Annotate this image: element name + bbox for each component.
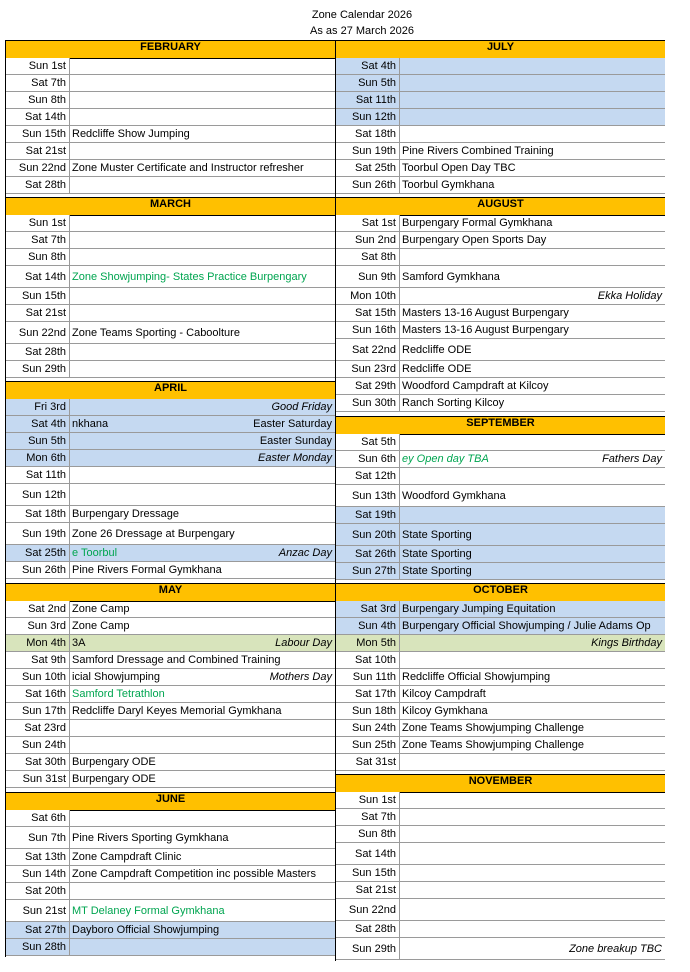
row-date: Sun 8th (6, 249, 70, 265)
row-event (402, 58, 665, 74)
calendar-row (336, 305, 665, 322)
row-event (402, 109, 665, 125)
row-event: Burpengary ODE (72, 773, 156, 785)
row-event (72, 92, 335, 108)
calendar-row (6, 92, 335, 109)
month-header-february: FEBRUARY (6, 40, 335, 59)
row-date: Sun 12th (336, 109, 400, 125)
row-date: Sun 8th (6, 92, 70, 108)
calendar-row (6, 866, 335, 883)
row-date: Sun 1st (336, 792, 400, 808)
row-event: Samford Gymkhana (402, 270, 500, 283)
row-date: Sat 17th (336, 686, 400, 702)
row-event: ey Open day TBA (402, 453, 489, 465)
row-event: Woodford Campdraft at Kilcoy (402, 380, 549, 392)
row-date: Sat 8th (336, 249, 400, 265)
row-event: 3A (72, 637, 86, 649)
row-event (72, 344, 335, 360)
row-event: Zone 26 Dressage at Burpengary (72, 527, 235, 540)
calendar-row (6, 703, 335, 720)
calendar-row (336, 395, 665, 412)
row-date: Sun 21st (6, 900, 70, 921)
row-event (402, 75, 665, 91)
row-date: Sun 19th (6, 523, 70, 544)
calendar-row (336, 288, 665, 305)
row-date: Sun 19th (336, 143, 400, 159)
row-date: Sun 16th (336, 322, 400, 338)
row-event: Masters 13-16 August Burpengary (402, 324, 569, 336)
row-event (72, 467, 335, 483)
row-event (72, 361, 335, 377)
row-date: Sat 31st (336, 754, 400, 770)
row-event (402, 249, 665, 265)
row-date: Sat 28th (336, 921, 400, 937)
calendar-column-left (5, 40, 336, 957)
calendar-row (336, 143, 665, 160)
row-event (72, 109, 335, 125)
row-event: Redcliffe Daryl Keyes Memorial Gymkhana (72, 705, 282, 717)
calendar-row (336, 938, 665, 960)
row-event: Zone Showjumping- States Practice Burpengary (72, 270, 307, 283)
calendar-row (336, 266, 665, 288)
calendar-row (336, 899, 665, 921)
row-date: Sun 11th (336, 669, 400, 685)
row-event: Zone Camp (72, 603, 130, 615)
calendar-row (6, 900, 335, 922)
row-event: e Toorbul (72, 547, 118, 559)
row-date: Sun 6th (336, 451, 400, 467)
row-date: Sat 14th (336, 843, 400, 864)
row-date: Sat 18th (6, 506, 70, 522)
row-event (402, 507, 665, 523)
month-header-september: SEPTEMBER (336, 416, 665, 435)
calendar-row (336, 652, 665, 669)
row-date: Sun 25th (336, 737, 400, 753)
row-date: Sun 26th (6, 562, 70, 578)
row-date: Sat 21st (6, 143, 70, 159)
row-event: Zone Teams Sporting - Caboolture (72, 326, 240, 339)
row-holiday-note: Easter Saturday (253, 418, 332, 430)
month-header-march: MARCH (6, 197, 335, 216)
row-event: Redcliffe ODE (402, 343, 472, 356)
calendar-row (336, 809, 665, 826)
calendar-row (6, 109, 335, 126)
calendar-row (6, 126, 335, 143)
row-event: State Sporting (402, 528, 472, 541)
row-holiday-note: Anzac Day (278, 547, 332, 559)
row-date: Sun 8th (336, 826, 400, 842)
row-holiday-note: Labour Day (275, 637, 332, 649)
row-event: MT Delaney Formal Gymkhana (72, 904, 225, 917)
calendar-row (336, 361, 665, 378)
row-event: icial Showjumping (72, 671, 161, 683)
calendar-row (6, 344, 335, 361)
row-event (72, 810, 335, 826)
calendar-row (6, 416, 335, 433)
row-event (402, 899, 665, 920)
row-date: Sat 29th (336, 378, 400, 394)
row-date: Sun 22nd (6, 322, 70, 343)
calendar-row (336, 737, 665, 754)
calendar-row (6, 143, 335, 160)
row-date: Sat 21st (6, 305, 70, 321)
calendar-row (336, 703, 665, 720)
calendar-row (6, 249, 335, 266)
calendar-row (6, 771, 335, 788)
row-event: Burpengary Open Sports Day (402, 234, 547, 246)
row-date: Sun 28th (6, 939, 70, 955)
calendar-row (336, 720, 665, 737)
row-event (402, 843, 665, 864)
row-event (402, 754, 665, 770)
row-event: Zone Muster Certificate and Instructor refresher (72, 162, 304, 174)
row-event: Pine Rivers Combined Training (402, 145, 554, 157)
row-date: Sat 12th (336, 468, 400, 484)
row-event: Zone Camp (72, 620, 130, 632)
row-event (402, 882, 665, 898)
row-date: Sat 28th (6, 177, 70, 193)
row-date: Sun 24th (336, 720, 400, 736)
row-event: State Sporting (402, 565, 472, 577)
calendar-row (6, 601, 335, 618)
calendar-row (6, 322, 335, 344)
row-event: Burpengary Formal Gymkhana (402, 217, 553, 229)
row-event (72, 215, 335, 231)
row-date: Sun 17th (6, 703, 70, 719)
calendar-row (6, 266, 335, 288)
row-event (402, 652, 665, 668)
row-date: Sat 10th (336, 652, 400, 668)
row-date: Sat 7th (6, 75, 70, 91)
calendar-row (6, 484, 335, 506)
row-event: Toorbul Gymkhana (402, 179, 495, 191)
row-event (402, 792, 665, 808)
calendar-row (6, 305, 335, 322)
calendar-row (336, 249, 665, 266)
row-event: Masters 13-16 August Burpengary (402, 307, 569, 319)
calendar-row (336, 601, 665, 618)
row-date: Sat 25th (6, 545, 70, 561)
calendar-row (6, 232, 335, 249)
row-date: Sun 20th (336, 524, 400, 545)
calendar-row (6, 635, 335, 652)
row-event: State Sporting (402, 548, 472, 560)
row-date: Sat 14th (6, 266, 70, 287)
row-date: Mon 4th (6, 635, 70, 651)
calendar-row (336, 451, 665, 468)
calendar-row (6, 827, 335, 849)
row-event (72, 143, 335, 159)
row-date: Mon 5th (336, 635, 400, 651)
row-date: Sun 18th (336, 703, 400, 719)
row-holiday-note: Mothers Day (269, 671, 332, 683)
row-date: Fri 3rd (6, 399, 70, 415)
row-date: Sun 31st (6, 771, 70, 787)
row-date: Sat 28th (6, 344, 70, 360)
calendar-row (336, 58, 665, 75)
row-date: Sun 13th (336, 485, 400, 506)
row-event: Woodford Gymkhana (402, 489, 506, 502)
calendar-row (336, 485, 665, 507)
row-date: Sun 22nd (6, 160, 70, 176)
calendar-row (336, 215, 665, 232)
row-date: Sun 15th (336, 865, 400, 881)
row-event (402, 92, 665, 108)
row-date: Sat 15th (336, 305, 400, 321)
row-event (402, 468, 665, 484)
month-header-april: APRIL (6, 381, 335, 400)
row-date: Sat 9th (6, 652, 70, 668)
row-event: Zone Teams Showjumping Challenge (402, 722, 585, 734)
month-header-august: AUGUST (336, 197, 665, 216)
row-date: Sat 4th (6, 416, 70, 432)
row-event (72, 720, 335, 736)
row-date: Sun 5th (336, 75, 400, 91)
row-date: Sun 1st (6, 215, 70, 231)
row-event (402, 865, 665, 881)
calendar-row (6, 669, 335, 686)
row-date: Sat 7th (336, 809, 400, 825)
row-event (402, 434, 665, 450)
calendar-row (6, 177, 335, 194)
row-event: Samford Dressage and Combined Training (72, 654, 281, 666)
row-date: Sat 20th (6, 883, 70, 899)
row-date: Sat 18th (336, 126, 400, 142)
row-holiday-note: Fathers Day (602, 453, 662, 465)
calendar-row (6, 652, 335, 669)
row-event (72, 737, 335, 753)
row-event: Samford Tetrathlon (72, 688, 165, 700)
row-date: Sat 6th (6, 810, 70, 826)
month-header-june: JUNE (6, 792, 335, 811)
calendar-row (6, 361, 335, 378)
row-event: Zone Campdraft Clinic (72, 851, 182, 863)
row-date: Sat 30th (6, 754, 70, 770)
calendar-row (6, 506, 335, 523)
row-date: Mon 10th (336, 288, 400, 304)
row-date: Sun 3rd (6, 618, 70, 634)
row-event: Toorbul Open Day TBC (402, 162, 516, 174)
calendar-row (336, 618, 665, 635)
row-event: Zone Campdraft Competition inc possible Masters (72, 868, 316, 880)
calendar-row (6, 433, 335, 450)
row-date: Sat 1st (336, 215, 400, 231)
row-event (72, 58, 335, 74)
row-event (402, 809, 665, 825)
row-event (72, 75, 335, 91)
row-event: Redcliffe ODE (402, 363, 472, 375)
row-event: Burpengary Dressage (72, 508, 180, 520)
calendar-row (6, 939, 335, 956)
calendar-row (336, 524, 665, 546)
row-date: Sun 7th (6, 827, 70, 848)
calendar-row (6, 399, 335, 416)
calendar-row (336, 468, 665, 485)
row-event: Burpengary Official Showjumping / Julie Adams Op (402, 620, 651, 632)
row-date: Sat 13th (6, 849, 70, 865)
calendar-row (336, 686, 665, 703)
calendar-row (6, 720, 335, 737)
calendar-row (336, 563, 665, 580)
row-event (72, 177, 335, 193)
row-date: Sat 26th (336, 546, 400, 562)
calendar-row (336, 865, 665, 882)
row-date: Sun 29th (336, 938, 400, 959)
row-event: Ranch Sorting Kilcoy (402, 397, 505, 409)
row-event: Redcliffe Show Jumping (72, 128, 190, 140)
row-date: Mon 6th (6, 450, 70, 466)
row-date: Sun 9th (336, 266, 400, 287)
row-date: Sat 4th (336, 58, 400, 74)
row-holiday-note: Good Friday (271, 401, 332, 413)
calendar-row (6, 562, 335, 579)
month-header-october: OCTOBER (336, 583, 665, 602)
row-date: Sun 10th (6, 669, 70, 685)
row-event: Zone Teams Showjumping Challenge (402, 739, 585, 751)
row-event: Kilcoy Gymkhana (402, 705, 488, 717)
calendar-row (336, 635, 665, 652)
calendar-row (6, 737, 335, 754)
row-holiday-note: Easter Sunday (259, 435, 332, 447)
row-event: Pine Rivers Sporting Gymkhana (72, 831, 229, 844)
calendar-row (6, 75, 335, 92)
row-event (72, 232, 335, 248)
row-holiday-note: Easter Monday (258, 452, 332, 464)
month-header-november: NOVEMBER (336, 774, 665, 793)
calendar-row (336, 109, 665, 126)
calendar-row (6, 467, 335, 484)
calendar-column-right (335, 40, 665, 961)
calendar-row (336, 378, 665, 395)
calendar-row (336, 126, 665, 143)
calendar-row (6, 58, 335, 75)
row-date: Sat 25th (336, 160, 400, 176)
row-date: Sun 29th (6, 361, 70, 377)
row-event (72, 305, 335, 321)
row-date: Sat 2nd (6, 601, 70, 617)
calendar-row (336, 754, 665, 771)
calendar-row (336, 792, 665, 809)
calendar-row (336, 92, 665, 109)
row-date: Sat 27th (6, 922, 70, 938)
row-holiday-note: Ekka Holiday (597, 290, 662, 302)
row-event (402, 826, 665, 842)
row-date: Sun 12th (6, 484, 70, 505)
month-header-may: MAY (6, 583, 335, 602)
calendar-row (6, 618, 335, 635)
calendar-row (336, 434, 665, 451)
page-subtitle: As as 27 March 2026 (310, 25, 414, 37)
row-date: Sun 4th (336, 618, 400, 634)
row-event: nkhana (72, 418, 109, 430)
calendar-row (6, 754, 335, 771)
row-date: Sun 30th (336, 395, 400, 411)
row-date: Sat 19th (336, 507, 400, 523)
row-event (72, 288, 335, 304)
calendar-row (336, 75, 665, 92)
month-header-july: JULY (336, 40, 665, 59)
row-date: Sun 15th (6, 126, 70, 142)
page-title: Zone Calendar 2026 (311, 9, 413, 21)
calendar-row (6, 160, 335, 177)
row-date: Sat 21st (336, 882, 400, 898)
calendar-row (336, 669, 665, 686)
calendar-row (336, 339, 665, 361)
calendar-row (336, 826, 665, 843)
row-date: Sun 1st (6, 58, 70, 74)
calendar-row (6, 883, 335, 900)
row-date: Sun 22nd (336, 899, 400, 920)
calendar-row (336, 507, 665, 524)
row-event (72, 484, 335, 505)
row-holiday-note: Kings Birthday (591, 637, 662, 649)
calendar-row (336, 160, 665, 177)
row-event: Kilcoy Campdraft (402, 688, 486, 700)
row-date: Sun 26th (336, 177, 400, 193)
calendar-row (6, 922, 335, 939)
row-date: Sat 23rd (6, 720, 70, 736)
row-event: Burpengary Jumping Equitation (402, 603, 556, 615)
row-date: Sun 24th (6, 737, 70, 753)
row-date: Sat 22nd (336, 339, 400, 360)
row-date: Sun 5th (6, 433, 70, 449)
row-event: Redcliffe Official Showjumping (402, 671, 551, 683)
row-date: Sun 14th (6, 866, 70, 882)
calendar-row (336, 232, 665, 249)
row-date: Sun 2nd (336, 232, 400, 248)
calendar-row (336, 177, 665, 194)
row-date: Sun 23rd (336, 361, 400, 377)
row-event: Burpengary ODE (72, 756, 156, 768)
calendar-row (336, 322, 665, 339)
calendar-row (6, 810, 335, 827)
row-event (402, 126, 665, 142)
row-date: Sat 16th (6, 686, 70, 702)
row-holiday-note: Zone breakup TBC (569, 942, 662, 955)
calendar-row (336, 546, 665, 563)
calendar-row (336, 921, 665, 938)
row-date: Sun 15th (6, 288, 70, 304)
row-date: Sun 27th (336, 563, 400, 579)
row-event (72, 939, 335, 955)
row-date: Sat 5th (336, 434, 400, 450)
calendar-row (6, 686, 335, 703)
calendar-row (6, 523, 335, 545)
row-event (402, 921, 665, 937)
row-date: Sat 7th (6, 232, 70, 248)
row-event: Dayboro Official Showjumping (72, 924, 220, 936)
row-date: Sat 11th (6, 467, 70, 483)
row-event: Pine Rivers Formal Gymkhana (72, 564, 222, 576)
calendar-row (336, 843, 665, 865)
row-event (72, 249, 335, 265)
row-date: Sat 11th (336, 92, 400, 108)
calendar-row (6, 215, 335, 232)
calendar-row (6, 545, 335, 562)
calendar-row (6, 849, 335, 866)
calendar-row (336, 882, 665, 899)
calendar-row (6, 288, 335, 305)
calendar-row (6, 450, 335, 467)
row-event (72, 883, 335, 899)
row-date: Sat 3rd (336, 601, 400, 617)
row-date: Sat 14th (6, 109, 70, 125)
